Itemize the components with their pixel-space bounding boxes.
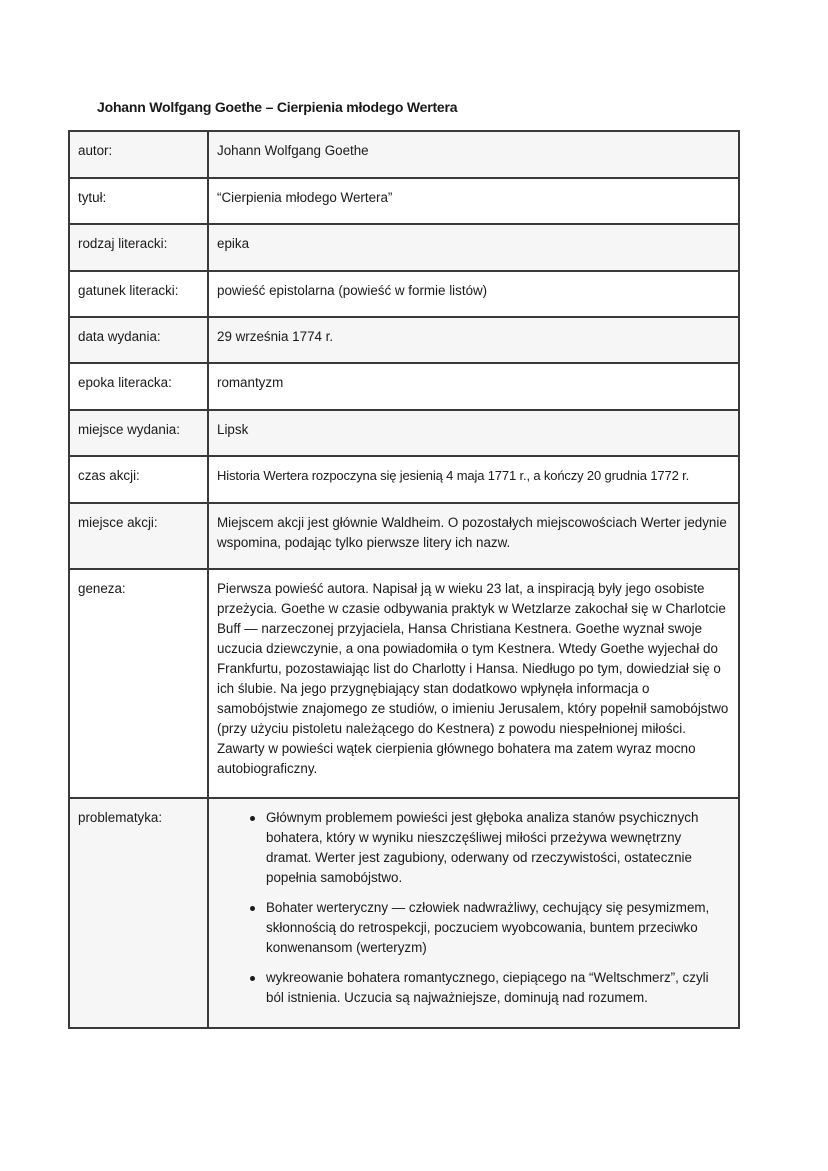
row-value-problematyka (208, 798, 739, 1028)
row-label-miejsce-akcji: miejsce akcji: (69, 503, 208, 569)
row-label-gatunek: gatunek literacki: (69, 271, 208, 317)
row-label-tytul: tytuł: (69, 178, 208, 224)
row-label-autor: autor: (69, 131, 208, 178)
list-item-text: Bohater werteryczny — człowiek nadwrażliwy, cechujący się pesymizmem, skłonnością do retrospekcji, poczuciem wyobcowania, buntem przeciwko konwenansom (werteryzm) (266, 900, 710, 955)
table-row (69, 317, 739, 363)
row-value-data-wydania: 29 września 1774 r. (208, 317, 739, 363)
row-value-epoka: romantyzm (208, 363, 739, 410)
row-value-miejsce-akcji: Miejscem akcji jest głównie Waldheim. O pozostałych miejscowościach Werter jedynie wspomina, podając tylko pierwsze litery ich nazw. (208, 503, 739, 569)
bullet-icon (250, 976, 255, 981)
table-row (69, 271, 739, 317)
table-row (69, 456, 739, 503)
bullet-icon (250, 906, 255, 911)
table-row (69, 178, 739, 224)
row-value-rodzaj: epika (208, 224, 739, 271)
list-item (217, 808, 730, 888)
table-row (69, 410, 739, 456)
row-value-czas-akcji: Historia Wertera rozpoczyna się jesienią 4 maja 1771 r., a kończy 20 grudnia 1772 r. (208, 456, 739, 503)
list-item-text: wykreowanie bohatera romantycznego, ciepiącego na “Weltschmerz”, czyli ból istnienia. Uczucia są najważniejsze, dominują nad rozumem. (266, 970, 709, 1005)
list-item (217, 968, 730, 1008)
table-row (69, 569, 739, 798)
document-title: Johann Wolfgang Goethe – Cierpienia młodego Wertera (97, 99, 458, 115)
table-row (69, 363, 739, 410)
list-item (217, 898, 730, 958)
row-label-czas-akcji: czas akcji: (69, 456, 208, 503)
row-value-gatunek: powieść epistolarna (powieść w formie listów) (208, 271, 739, 317)
row-label-data-wydania: data wydania: (69, 317, 208, 363)
book-info-table (68, 130, 740, 1029)
problematyka-list (217, 808, 730, 1008)
table-row (69, 503, 739, 569)
table-row (69, 131, 739, 178)
row-label-problematyka: problematyka: (69, 798, 208, 1028)
row-label-rodzaj: rodzaj literacki: (69, 224, 208, 271)
table-row (69, 224, 739, 271)
table-row (69, 798, 739, 1028)
row-value-tytul: “Cierpienia młodego Wertera” (208, 178, 739, 224)
row-value-geneza: Pierwsza powieść autora. Napisał ją w wieku 23 lat, a inspiracją były jego osobiste przeżycia. Goethe w czasie odbywania praktyk w Wetzlarze zakochał się w Charlotcie Buff — narzeczonej przyjaciela, Hansa Christiana Kestnera. Goethe wyznał swoje uczucia dziewczynie, a ona powiadomiła o tym Kestnera. Wtedy Goethe wyjechał do Frankfurtu, pozostawiając list do Charlotty i Hansa. Niedługo po tym, dowiedział się o ich ślubie. Na jego przygnębiający stan dodatkowo wpłynęła informacja o samobójstwie znajomego ze studiów, o imieniu Jerusalem, który popełnił samobójstwo (przy użyciu pistoletu należącego do Kestnera) z powodu niespełnionej miłości. Zawarty w powieści wątek cierpienia głównego bohatera ma zatem wyraz mocno autobiograficzny. (208, 569, 739, 798)
row-label-geneza: geneza: (69, 569, 208, 798)
row-value-miejsce-wydania: Lipsk (208, 410, 739, 456)
row-label-epoka: epoka literacka: (69, 363, 208, 410)
row-label-miejsce-wydania: miejsce wydania: (69, 410, 208, 456)
bullet-icon (250, 816, 255, 821)
list-item-text: Głównym problemem powieści jest głęboka analiza stanów psychicznych bohatera, który w wyniku nieszczęśliwej miłości przeżywa wewnętrzny dramat. Werter jest zagubiony, oderwany od rzeczywistości, ostatecznie popełnia samobójstwo. (266, 810, 699, 885)
row-value-autor: Johann Wolfgang Goethe (208, 131, 739, 178)
